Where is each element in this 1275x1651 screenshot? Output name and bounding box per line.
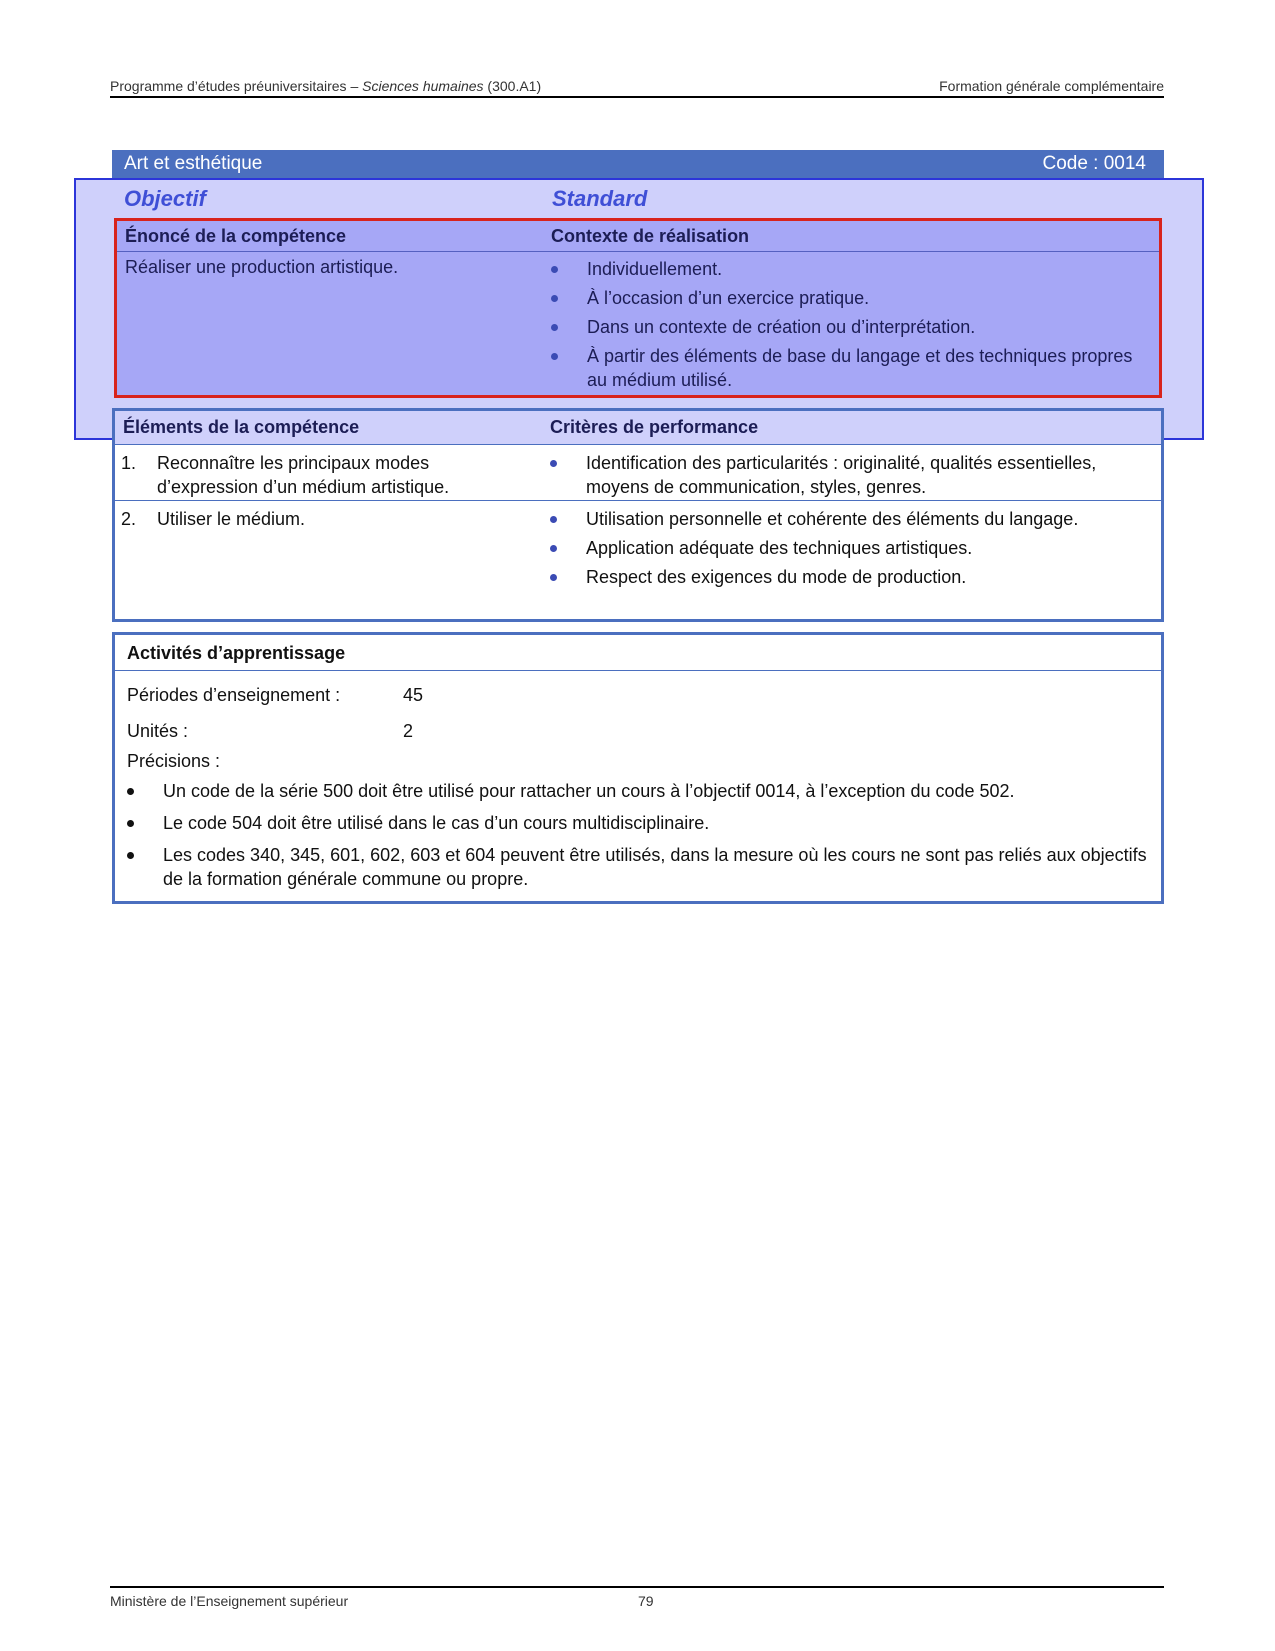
program-title: Programme d’études préuniversitaires – Sciences humaines (300.A1) bbox=[110, 78, 542, 94]
bullet-icon bbox=[551, 353, 558, 360]
criteria-list bbox=[550, 451, 1135, 504]
list-item: Identification des particularités : originalité, qualités essentielles, moyens de communication, styles, genres. bbox=[550, 451, 1135, 499]
bullet-icon bbox=[127, 852, 134, 859]
elements-table-header bbox=[115, 411, 1161, 445]
periods-value: 45 bbox=[403, 685, 424, 705]
contexte-header: Contexte de réalisation bbox=[551, 226, 750, 246]
section-title: Formation générale complémentaire bbox=[939, 78, 1164, 94]
table-row bbox=[115, 445, 1161, 501]
table-row bbox=[115, 501, 1161, 619]
bullet-icon bbox=[550, 574, 557, 581]
page-number: 79 bbox=[638, 1593, 654, 1609]
standard-label: Standard bbox=[552, 186, 648, 211]
bullet-icon bbox=[550, 460, 557, 467]
element-text: Reconnaître les principaux modes d’expression d’un médium artistique. bbox=[157, 453, 450, 497]
list-item: Individuellement. bbox=[551, 257, 1141, 281]
enonce-header: Énoncé de la compétence bbox=[125, 226, 347, 246]
elements-table bbox=[112, 408, 1164, 622]
bullet-icon bbox=[550, 516, 557, 523]
list-item: À partir des éléments de base du langage et des techniques propres au médium utilisé. bbox=[551, 344, 1141, 392]
periods-label: Périodes d’enseignement : bbox=[127, 685, 341, 705]
list-item: Le code 504 doit être utilisé dans le cas d’un cours multidisciplinaire. bbox=[127, 811, 1152, 835]
enonce-table-header bbox=[117, 221, 1159, 252]
element-item bbox=[121, 451, 521, 499]
element-text: Utiliser le médium. bbox=[157, 509, 306, 529]
competency-code: Code : 0014 bbox=[1042, 153, 1146, 174]
enonce-table bbox=[114, 218, 1162, 398]
competency-statement: Réaliser une production artistique. bbox=[125, 257, 399, 277]
bullet-icon bbox=[551, 324, 558, 331]
precisions-list bbox=[127, 779, 1152, 899]
list-item: Un code de la série 500 doit être utilisé pour rattacher un cours à l’objectif 0014, à l’exception du code 502. bbox=[127, 779, 1152, 803]
activities-header bbox=[115, 635, 1161, 671]
element-number: 1. bbox=[121, 453, 137, 473]
precisions-label: Précisions : bbox=[127, 751, 221, 771]
bullet-icon bbox=[551, 266, 558, 273]
ministry-name: Ministère de l’Enseignement supérieur bbox=[110, 1593, 349, 1609]
units-value: 2 bbox=[403, 721, 414, 741]
element-item bbox=[121, 507, 521, 531]
competency-title-bar bbox=[112, 150, 1164, 178]
bullet-icon bbox=[551, 295, 558, 302]
competency-title: Art et esthétique bbox=[124, 153, 263, 174]
activities-title: Activités d’apprentissage bbox=[127, 643, 346, 663]
bullet-icon bbox=[127, 788, 134, 795]
periods-line bbox=[127, 685, 424, 706]
criteria-header: Critères de performance bbox=[550, 417, 759, 437]
contexte-list bbox=[551, 257, 1141, 397]
element-number: 2. bbox=[121, 509, 137, 529]
criteria-list bbox=[550, 507, 1135, 594]
objectif-label: Objectif bbox=[124, 186, 206, 211]
list-item: À l’occasion d’un exercice pratique. bbox=[551, 286, 1141, 310]
list-item: Dans un contexte de création ou d’interprétation. bbox=[551, 315, 1141, 339]
page-header bbox=[110, 76, 1164, 98]
units-label: Unités : bbox=[127, 721, 189, 741]
activities-box bbox=[112, 632, 1164, 904]
list-item: Utilisation personnelle et cohérente des éléments du langage. bbox=[550, 507, 1135, 531]
units-line bbox=[127, 721, 414, 742]
bullet-icon bbox=[127, 820, 134, 827]
bullet-icon bbox=[550, 545, 557, 552]
list-item: Respect des exigences du mode de production. bbox=[550, 565, 1135, 589]
elements-header: Éléments de la compétence bbox=[123, 417, 360, 437]
list-item: Application adéquate des techniques artistiques. bbox=[550, 536, 1135, 560]
list-item: Les codes 340, 345, 601, 602, 603 et 604 peuvent être utilisés, dans la mesure où les cours ne sont pas reliés aux objectifs de la formation générale commune ou propre. bbox=[127, 843, 1152, 891]
page-footer bbox=[110, 1586, 1164, 1610]
